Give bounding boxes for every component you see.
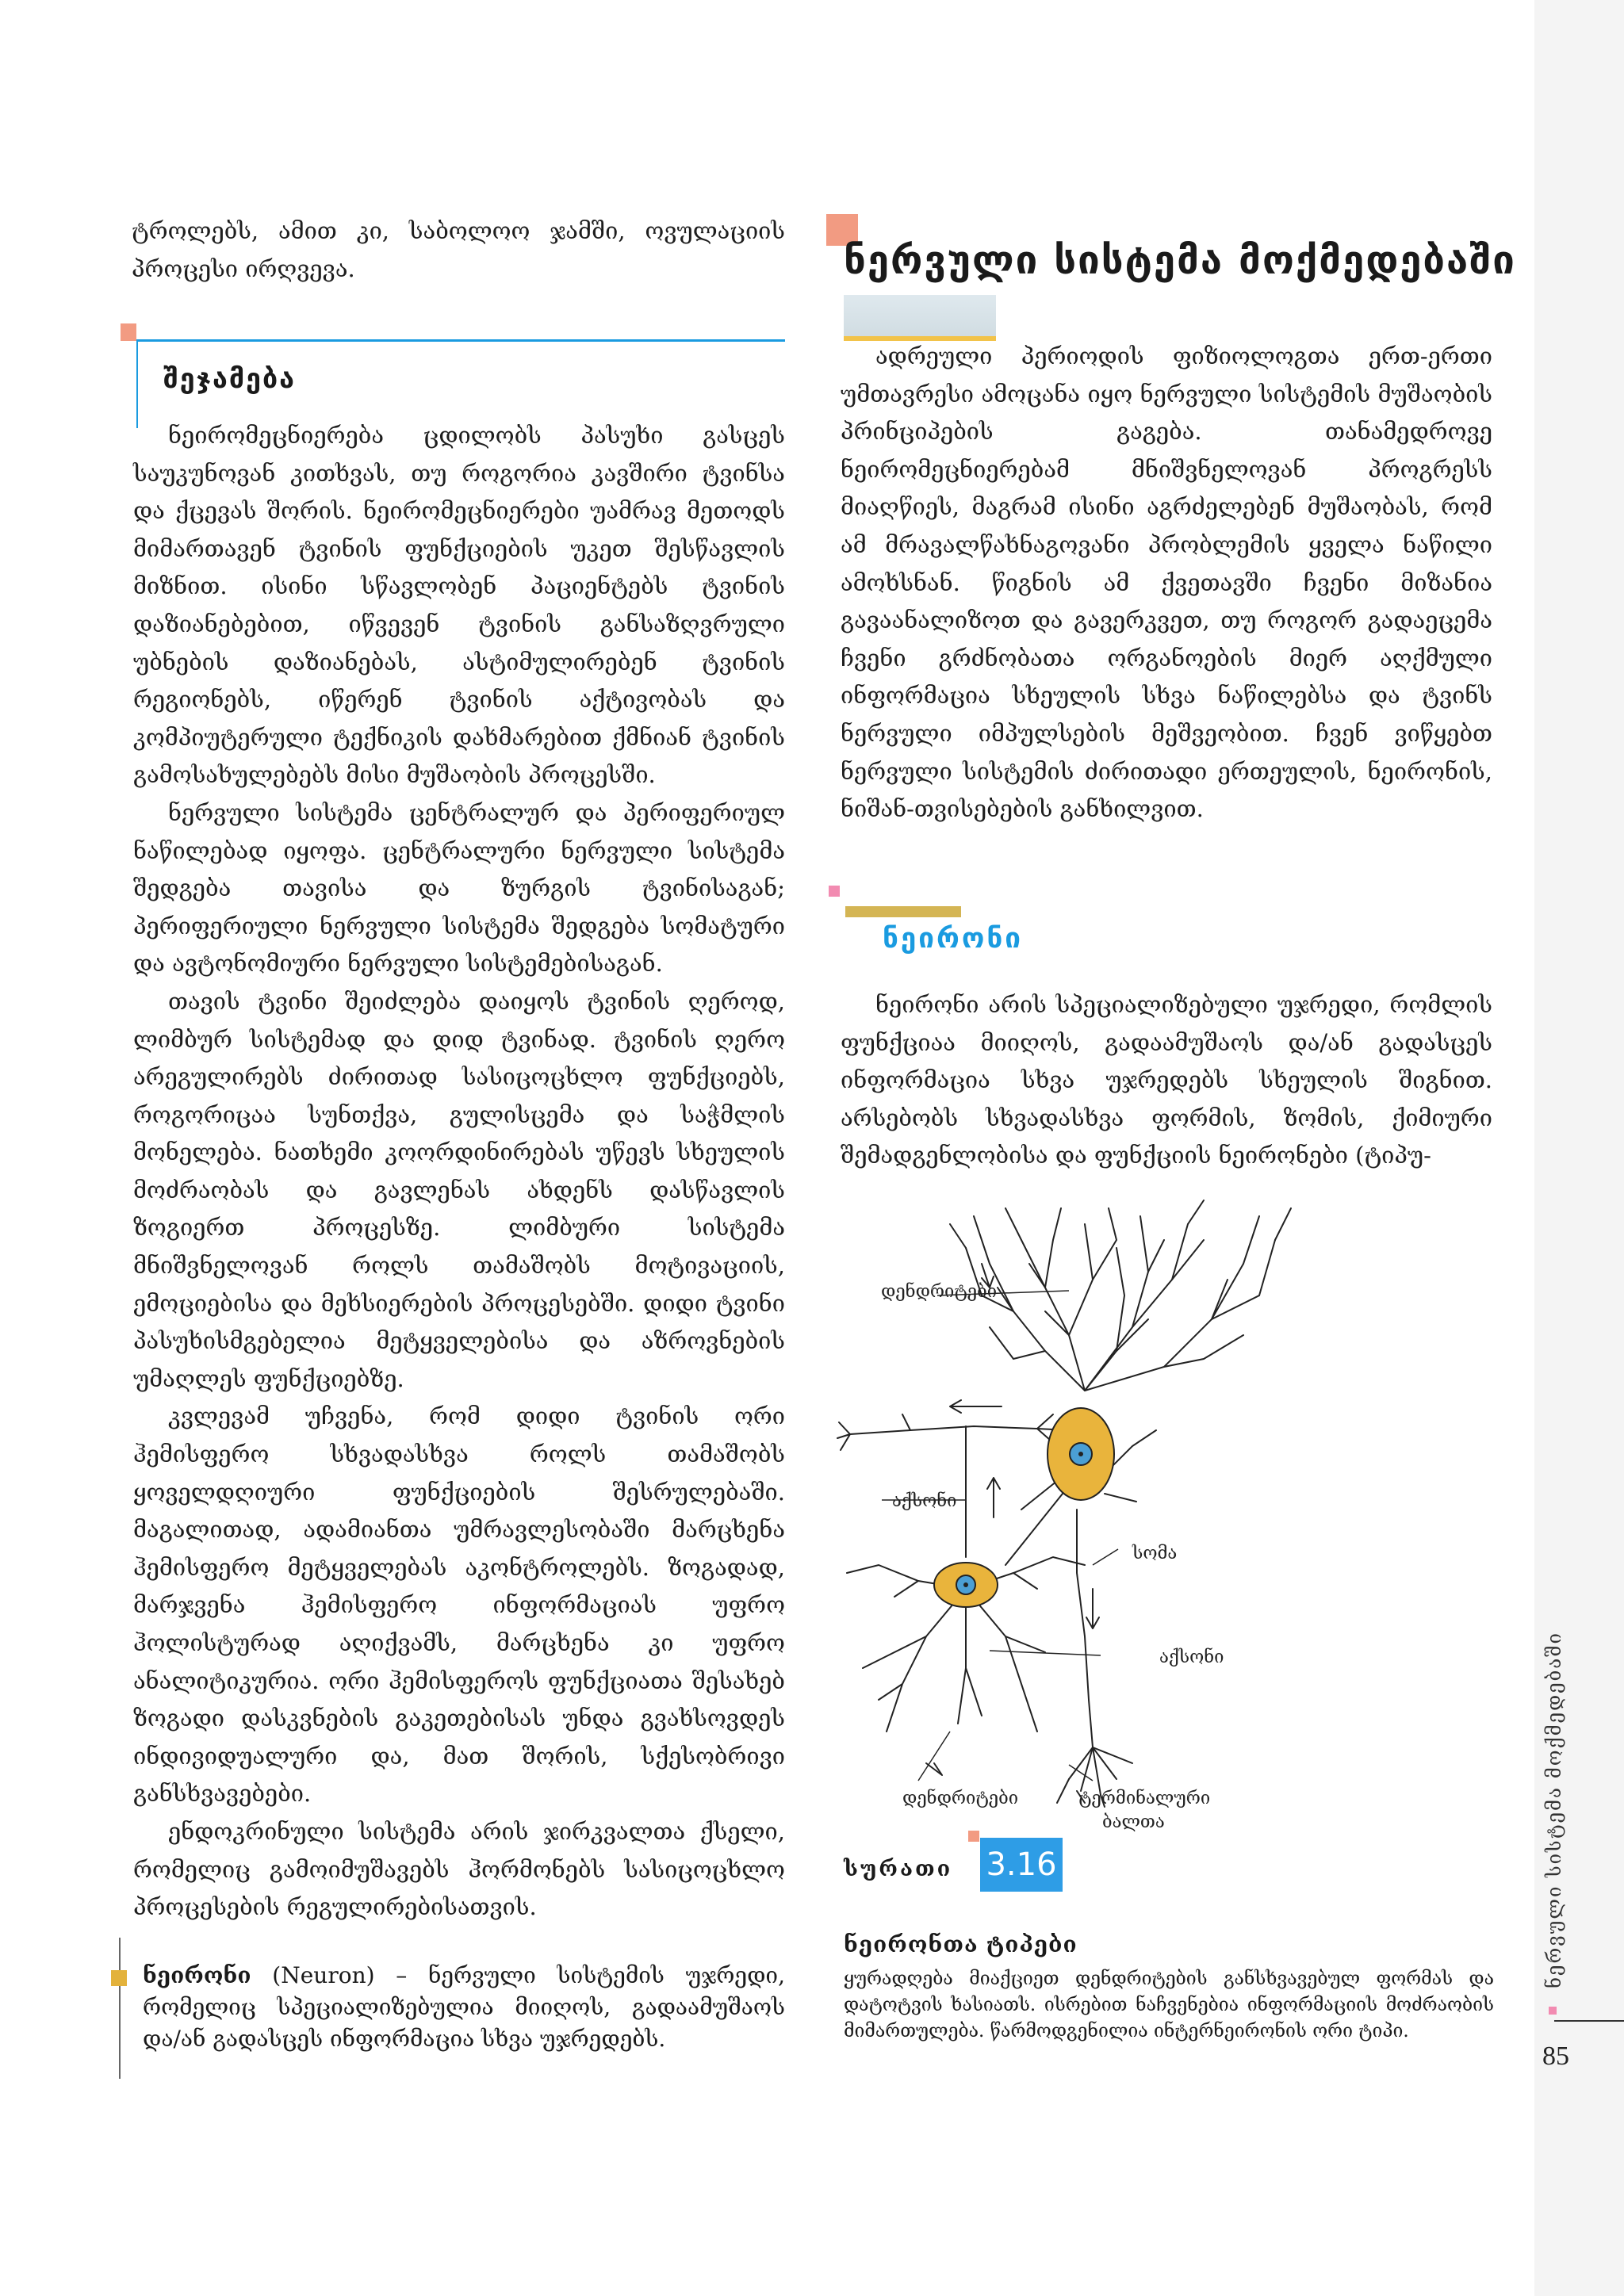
figure-number: 3.16 — [980, 1838, 1063, 1892]
figure-description: ყურადღება მიაქციეთ დენდრიტების განსხვავებულ ფორმას და დატოტვის ხასიათს. ისრებით ნაჩვენებია ინფორმაციის მოძრაობის მიმართულება. წარმოდგენილია ინტერნეირონის ორი ტიპი. — [844, 1969, 1494, 2042]
section-intro — [841, 338, 1492, 828]
neuron-body — [841, 986, 1492, 1175]
summary-body — [133, 417, 785, 1927]
label-soma: სომა — [1132, 1544, 1178, 1563]
figure-caption-word: სურათი — [844, 1857, 953, 1881]
label-terminal-line1: ტერმინალური — [1078, 1789, 1211, 1808]
summary-paragraph: ენდოკრინული სისტემა არის ჯირკვალთა ქსელი, რომელიც გამოიმუშავებს ჰორმონებს სასიცოცხლო პროცესების რეგულირებისათვის. — [133, 1817, 785, 1921]
summary-marker — [121, 323, 136, 341]
neuron-heading: ნეირონი — [883, 923, 1023, 955]
summary-paragraph: კვლევამ უჩვენა, რომ დიდი ტვინის ორი ჰემისფერო სხვადასხვა როლს თამაშობს ყოველდღიური ფუნქციების შესრულებაში. მაგალითად, ადამიანთა უმრავლესობაში მარცხენა ჰემისფერო მეტყველებას აკონტროლებს. ზოგადად, მარჯვენა ჰემისფერო ინფორმაციას უფრო ჰოლისტურად აღიქვამს, მარცხენა კი უფრო ანალიტიკურია. ორი ჰემისფეროს ფუნქციათა შესახებ ზოგადი დასკვნების გაკეთებისას უნდა გვახსოვდეს ინდივიდუალური და, მათ შორის, სქესობრივი განსხვავებები. — [133, 1402, 785, 1808]
page-number: 85 — [1542, 2042, 1569, 2071]
label-terminal-line2: ბალთა — [1102, 1812, 1165, 1832]
label-axon-left: აქსონი — [892, 1491, 957, 1511]
figure-number-marker — [968, 1831, 979, 1842]
running-head-marker — [1549, 2007, 1557, 2015]
label-dendrites-top: დენდრიტები — [881, 1282, 998, 1302]
page-number-rule — [1554, 2020, 1624, 2022]
figure-title: ნეირონთა ტიპები — [844, 1931, 1078, 1957]
running-head: ნერვული სისტემა მოქმედებაში — [1543, 1632, 1565, 1988]
glossary-marker — [111, 1970, 127, 1986]
neuron-title-bar — [845, 906, 961, 917]
neuron-marker — [829, 886, 840, 897]
label-terminal-buttons — [1078, 1787, 1210, 1835]
continuation-text — [132, 212, 785, 288]
glossary-latin: (Neuron) — [272, 1962, 375, 1988]
section-title-band — [844, 295, 996, 341]
section-title: ნერვული სისტემა მოქმედებაში — [844, 238, 1516, 283]
label-dendrites-bottom: დენდრიტები — [902, 1789, 1019, 1808]
summary-paragraph: თავის ტვინი შეიძლება დაიყოს ტვინის ღეროდ, ლიმბურ სისტემად და დიდ ტვინად. ტვინის ღერო არეგულირებს ძირითად სასიცოცხლო ფუნქციებს, როგორიცაა სუნთქვა, გულისცემა და საჭმლის მონელება. ნათხემი კოორდინირებას უწევს სხეულის მოძრაობას და გავლენას ახდენს დასწავლის ზოგიერთ პროცესზე. ლიმბური სისტემა მნიშვნელოვან როლს თამაშობს მოტივაციის, ემოციებისა და მეხსიერების პროცესებში. დიდი ტვინი პასუხისმგებელია მეტყველებისა და აზროვნების უმაღლეს ფუნქციებზე. — [133, 987, 785, 1392]
neuron-paragraph: ნეირონი არის სპეციალიზებული უჯრედი, რომლის ფუნქციაა მიიღოს, გადაამუშაოს და/ან გადასცეს ინფორმაცია სხვა უჯრედებს სხეულის შიგნით. არსებობს სხვადასხვა ფორმის, ზომის, ქიმიური შემადგენლობისა და ფუნქციის ნეირონები (ტიპუ- — [841, 991, 1492, 1169]
glossary-entry — [143, 1960, 785, 2055]
summary-paragraph: ნერვული სისტემა ცენტრალურ და პერიფერიულ ნაწილებად იყოფა. ცენტრალური ნერვული სისტემა შედგება თავისა და ზურგის ტვინისაგან; პერიფერიული ნერვული სისტემა შედგება სომატური და ავტონომიური ნერვული სისტემებისაგან. — [133, 798, 785, 978]
continuation-paragraph: ტროლებს, ამით კი, საბოლოო ჯამში, ოვულაციის პროცესი ირღვევა. — [132, 217, 785, 282]
summary-paragraph: ნეირომეცნიერება ცდილობს პასუხი გასცეს საუკუნოვან კითხვას, თუ როგორია კავშირი ტვინსა და ქცევას შორის. ნეირომეცნიერები უამრავ მეთოდს მიმართავენ ტვინის ფუნქციების უკეთ შესწავლის მიზნით. ისინი სწავლობენ პაციენტებს ტვინის დაზიანებებით, იწვევენ ტვინის განსაზღვრული უბნების დაზიანებას, ასტიმულირებენ ტვინის რეგიონებს, იწერენ ტვინის აქტივობას და კომპიუტერული ტექნიკის დახმარებით ქმნიან ტვინის გამოსახულებებს მისი მუშაობის პროცესში. — [133, 422, 785, 789]
neuron-figure — [831, 1192, 1494, 1832]
summary-side-rule — [136, 341, 138, 428]
intro-paragraph: ადრეული პერიოდის ფიზიოლოგთა ერთ-ერთი უმთავრესი ამოცანა იყო ნერვული სისტემის მუშაობის პრინციპების გაგება. თანამედროვე ნეირომეცნიერებამ მნიშვნელოვან პროგრესს მიაღწიეს, მაგრამ ისინი აგრძელებენ მუშაობას, რომ ამ მრავალწახნაგოვანი პრობლემის ყველა ნაწილი ამოხსნან. წიგნის ამ ქვეთავში ჩვენი მიზანია გავაანალიზოთ და გავერკვეთ, თუ როგორ გადაეცემა ჩვენი გრძნობათა ორგანოების მიერ აღქმული ინფორმაცია სხეულის სხვა ნაწილებსა და ტვინს ნერვული იმპულსების მეშვეობით. ჩვენ ვიწყებთ ნერვული სისტემის ძირითადი ერთეულის, ნეირონის, ნიშან-თვისებების განხილვით. — [841, 342, 1492, 823]
label-axon-right: აქსონი — [1159, 1647, 1224, 1667]
glossary-term: ნეირონი — [143, 1962, 251, 1988]
summary-rule — [136, 339, 785, 342]
glossary-definition: – ნერვული სისტემის უჯრედი, რომელიც სპეციალიზებულია მიიღოს, გადაამუშაოს და/ან გადასცეს ინფორმაცია სხვა უჯრედებს. — [143, 1962, 785, 2052]
summary-heading: შეჯამება — [163, 363, 297, 395]
